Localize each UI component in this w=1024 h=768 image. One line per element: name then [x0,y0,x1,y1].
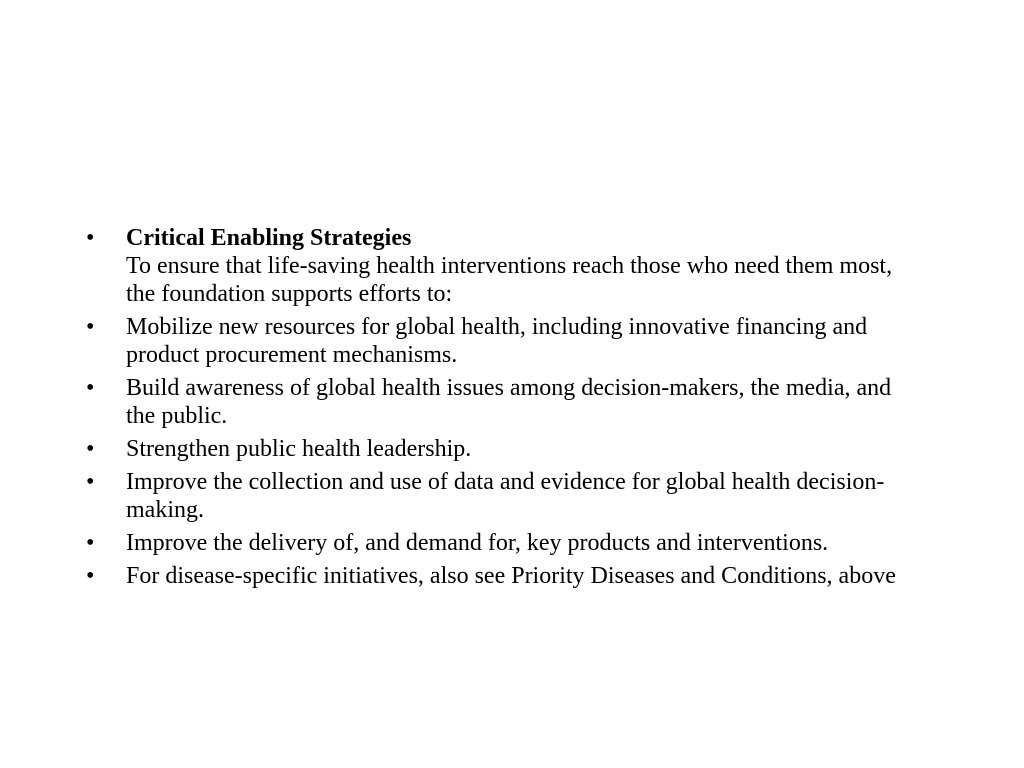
bullet-icon: • [86,436,95,462]
bullet-text: For disease-specific initiatives, also see Priority Diseases and Conditions, above [126,563,896,589]
bullet-icon: • [86,469,95,495]
bullet-item-improve-data [86,468,926,524]
bullet-item-improve-delivery [86,529,926,557]
bullet-icon: • [86,375,95,401]
bullet-text: Mobilize new resources for global health, including innovative financing and product procurement mechanisms. [126,314,868,368]
bullet-icon: • [86,314,95,340]
bullet-text: Build awareness of global health issues among decision-makers, the media, and the public. [126,375,892,429]
bullet-text: Improve the collection and use of data and evidence for global health decision-making. [126,469,885,523]
bullet-item-strengthen-leadership [86,435,926,463]
bullet-list [86,224,926,595]
bullet-item-mobilize-resources [86,313,926,369]
bullet-icon: • [86,225,95,251]
bullet-item-build-awareness [86,374,926,430]
bullet-item-critical-enabling-strategies [86,224,926,308]
bullet-item-disease-specific [86,562,926,590]
bullet-text: Strengthen public health leadership. [126,436,472,462]
bullet-icon: • [86,530,95,556]
bullet-heading: Critical Enabling Strategies [126,225,412,251]
bullet-icon: • [86,563,95,589]
bullet-text: Improve the delivery of, and demand for, key products and interventions. [126,530,829,556]
bullet-text: To ensure that life-saving health interventions reach those who need them most, the foundation supports efforts to: [126,253,893,307]
